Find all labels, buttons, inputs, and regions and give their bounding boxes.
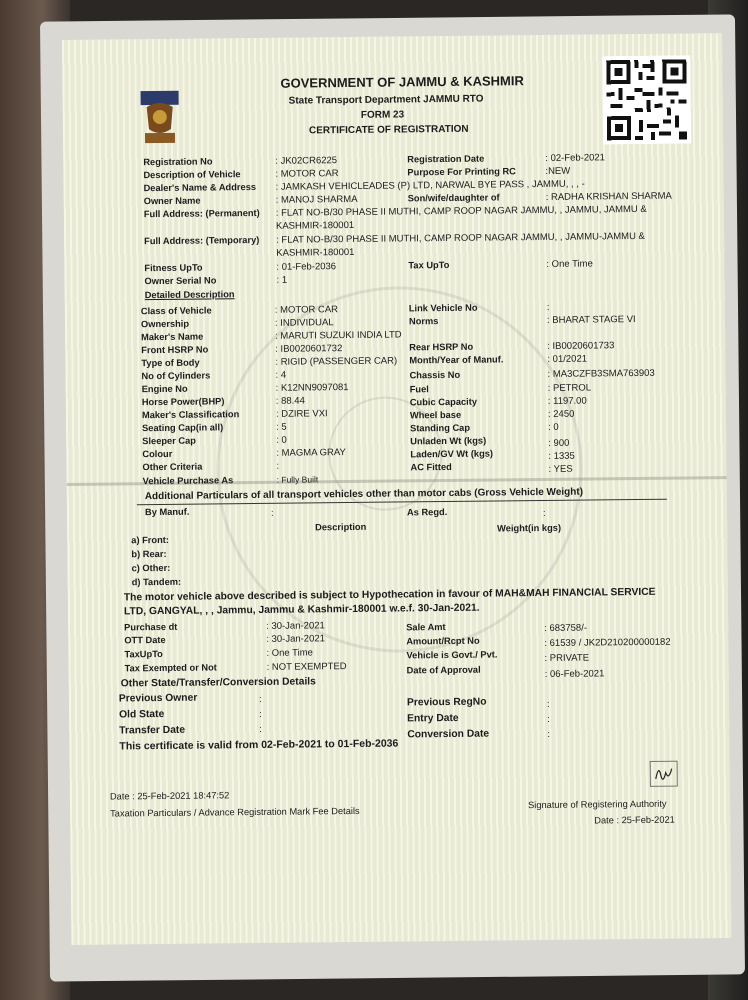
cc-label: Cubic Capacity [409,396,478,408]
ownership-label: Ownership [140,318,190,330]
by-manuf-label: By Manuf. [144,506,190,518]
standing-value: : 0 [548,421,559,433]
front-axle-label: a) Front: [131,534,169,546]
engine-label: Engine No [141,383,188,395]
amount-receipt-value: : 61539 / JK2D210200000182 [544,636,671,649]
tax-upto-value-2: : One Time [266,647,313,659]
maker-label: Maker's Name [141,331,204,343]
dept-title: State Transport Department JAMMU RTO [288,93,484,107]
previous-owner-label: Previous Owner [118,692,198,705]
ott-date-label: OTT Date [124,634,166,646]
cylinders-label: No of Cylinders [141,370,211,382]
ott-date-value: : 30-Jan-2021 [266,633,325,645]
maker-class-value: : DZIRE VXI [275,408,328,420]
by-manuf-colon: : [270,507,274,519]
swd-label: Son/wife/daughter of [407,192,500,204]
tax-exempted-label: Tax Exempted or Not [124,662,217,674]
signature-stamp-icon [650,761,678,787]
reg-no-value: : JK02CR6225 [275,155,338,167]
fitness-label: Fitness UpTo [144,262,203,274]
dealer-label: Dealer's Name & Address [143,181,257,194]
owner-label: Owner Name [143,195,201,207]
form-number: FORM 23 [360,109,405,121]
additional-particulars-heading: Additional Particulars of all transport vehicles other than motor cabs (Gross Vehicle Weight) [144,486,584,503]
sale-amt-label: Sale Amt [406,622,446,633]
owner-serial-label: Owner Serial No [144,275,217,287]
govt-pvt-value: : PRIVATE [544,652,590,664]
reg-no-label: Registration No [143,156,213,168]
class-value: : MOTOR CAR [274,304,339,316]
engine-value: : K12NN9097081 [275,382,349,394]
temp-address-label: Full Address: (Temporary) [144,234,260,247]
hp-label: Horse Power(BHP) [141,396,225,408]
approval-date-label: Date of Approval [406,664,481,676]
purchase-date-value: : 30-Jan-2021 [266,620,325,632]
state-emblem-icon [137,89,184,149]
reg-date-value: : 02-Feb-2021 [545,152,606,164]
other-axle-label: c) Other: [131,562,171,574]
old-state-label: Old State [119,708,165,721]
desc-label: Description of Vehicle [143,169,241,181]
laden-value: : 1335 [548,450,575,462]
weight-heading: Weight(in kgs) [497,522,562,534]
norms-value: : BHARAT STAGE VI [546,314,636,326]
purchase-as-label: Vehicle Purchase As [142,475,234,487]
standing-label: Standing Cap [410,422,471,434]
link-label: Link Vehicle No [408,302,478,314]
other-criteria-label: Other Criteria [142,461,203,473]
maker-value: : MARUTI SUZUKI INDIA LTD [275,329,402,342]
entry-date-colon: : [547,713,550,725]
desc-value: : MOTOR CAR [275,168,339,180]
rear-axle-label: b) Rear: [131,548,167,560]
print-date: Date : 25-Feb-2021 18:47:52 [109,790,230,802]
detailed-description-heading: Detailed Description [144,289,235,301]
manuf-date-value: : 01/2021 [547,353,588,365]
chassis-value: : MA3CZFB3SMA763903 [547,367,655,380]
owner-serial-value: : 1 [276,274,288,286]
tax-upto-value: : One Time [546,258,593,270]
sleeper-label: Sleeper Cap [142,435,197,447]
body-value: : RIGID (PASSENGER CAR) [275,355,398,368]
purchase-as-value: : Fully Built [276,474,319,485]
validity-statement: This certificate is valid from 02-Feb-2021 to 01-Feb-2036 [119,737,399,753]
maker-class-label: Maker's Classification [141,409,240,421]
perm-address-value-2: KASHMIR-180001 [275,219,355,232]
as-regd-label: As Regd. [406,506,448,518]
temp-address-value: : FLAT NO-B/30 PHASE II MUTHI, CAMP ROOP NAGAR JAMMU, , JAMMU-JAMMU & [276,230,645,246]
fuel-label: Fuel [409,384,429,395]
ac-label: AC Fitted [410,461,452,473]
link-value: : [546,301,550,313]
tax-upto-label-2: TaxUpTo [124,648,163,660]
certificate-title: CERTIFICATE OF REGISTRATION [308,123,469,137]
purpose-value: :NEW [545,165,571,177]
transfer-date-label: Transfer Date [119,724,186,737]
amount-receipt-label: Amount/Rcpt No [406,635,480,647]
purchase-date-label: Purchase dt [124,621,178,633]
seating-label: Seating Cap(in all) [142,422,224,434]
fitness-value: : 01-Feb-2036 [276,261,337,273]
dealer-value: : JAMKASH VEHICLEADES (P) LTD, NARWAL BYE PASS , JAMMU, , , - [275,178,585,193]
taxation-particulars: Taxation Particulars / Advance Registration Mark Fee Details [110,805,360,819]
wheelbase-value: : 2450 [547,408,575,420]
seating-value: : 5 [276,421,287,433]
hypothecation-line-2: LTD, GANGYAL, , , Jammu, Jammu & Kashmir-180001 w.e.f. 30-Jan-2021. [123,602,480,618]
manuf-date-label: Month/Year of Manuf. [409,354,504,366]
old-state-colon: : [259,708,262,720]
conversion-date-colon: : [547,728,550,740]
front-hsrp-label: Front HSRP No [141,344,209,356]
body-label: Type of Body [141,357,200,369]
reg-date-label: Registration Date [407,153,485,165]
govt-pvt-label: Vehicle is Govt./ Pvt. [406,649,498,661]
other-state-heading: Other State/Transfer/Conversion Details [120,676,316,690]
hp-value: : 88.44 [275,395,305,407]
unladen-label: Unladen Wt (kgs) [410,435,487,447]
colour-label: Colour [142,448,173,460]
perm-address-label: Full Address: (Permanent) [143,207,260,220]
colour-value: : MAGMA GRAY [276,447,346,459]
sleeper-value: : 0 [276,434,287,446]
signature-label: Signature of Registering Authority [527,798,667,811]
perm-address-value: : FLAT NO-B/30 PHASE II MUTHI, CAMP ROOP NAGAR JAMMU, , JAMMU, JAMMU & [275,203,647,219]
qr-code-icon [602,55,691,144]
other-criteria-value: : [276,460,280,472]
tax-exempted-value: : NOT EXEMPTED [266,661,347,673]
hypothecation-line-1: The motor vehicle above described is subject to Hypothecation in favour of MAH&MAH FINANCIAL SERVICE [123,586,656,604]
approval-date-value: : 06-Feb-2021 [544,668,605,680]
ac-value: : YES [548,463,573,475]
chassis-label: Chassis No [409,369,461,381]
swd-value: : RADHA KRISHAN SHARMA [545,190,672,203]
cylinders-value: : 4 [275,369,287,381]
unladen-value: : 900 [548,437,570,449]
sale-amt-value: : 683758/- [544,622,588,634]
fuel-value: : PETROL [547,382,592,394]
purpose-label: Purpose For Printing RC [407,166,516,178]
class-label: Class of Vehicle [140,305,212,317]
rear-hsrp-value: : IB0020601733 [547,340,615,352]
transfer-date-colon: : [259,723,262,735]
tax-upto-label: Tax UpTo [408,259,450,271]
entry-date-label: Entry Date [407,712,459,725]
tandem-axle-label: d) Tandem: [131,576,182,588]
signature-date: Date : 25-Feb-2021 [594,814,675,826]
description-heading: Description [315,521,367,533]
ownership-value: : INDIVIDUAL [274,317,334,329]
front-hsrp-value: : IB0020601732 [275,343,343,355]
owner-value: : MANOJ SHARMA [275,193,358,206]
previous-regno-label: Previous RegNo [406,696,487,709]
cc-value: : 1197.00 [547,395,587,407]
laden-label: Laden/GV Wt (kgs) [410,448,494,460]
as-regd-colon: : [542,507,546,519]
conversion-date-label: Conversion Date [407,728,490,741]
wheelbase-label: Wheel base [409,409,462,421]
govt-title: GOVERNMENT OF JAMMU & KASHMIR [280,73,524,91]
rear-hsrp-label: Rear HSRP No [409,341,474,353]
registration-certificate [62,33,731,945]
previous-regno-colon: : [546,698,550,710]
temp-address-value-2: KASHMIR-180001 [276,246,355,259]
previous-owner-colon: : [258,693,262,705]
norms-label: Norms [408,316,439,327]
